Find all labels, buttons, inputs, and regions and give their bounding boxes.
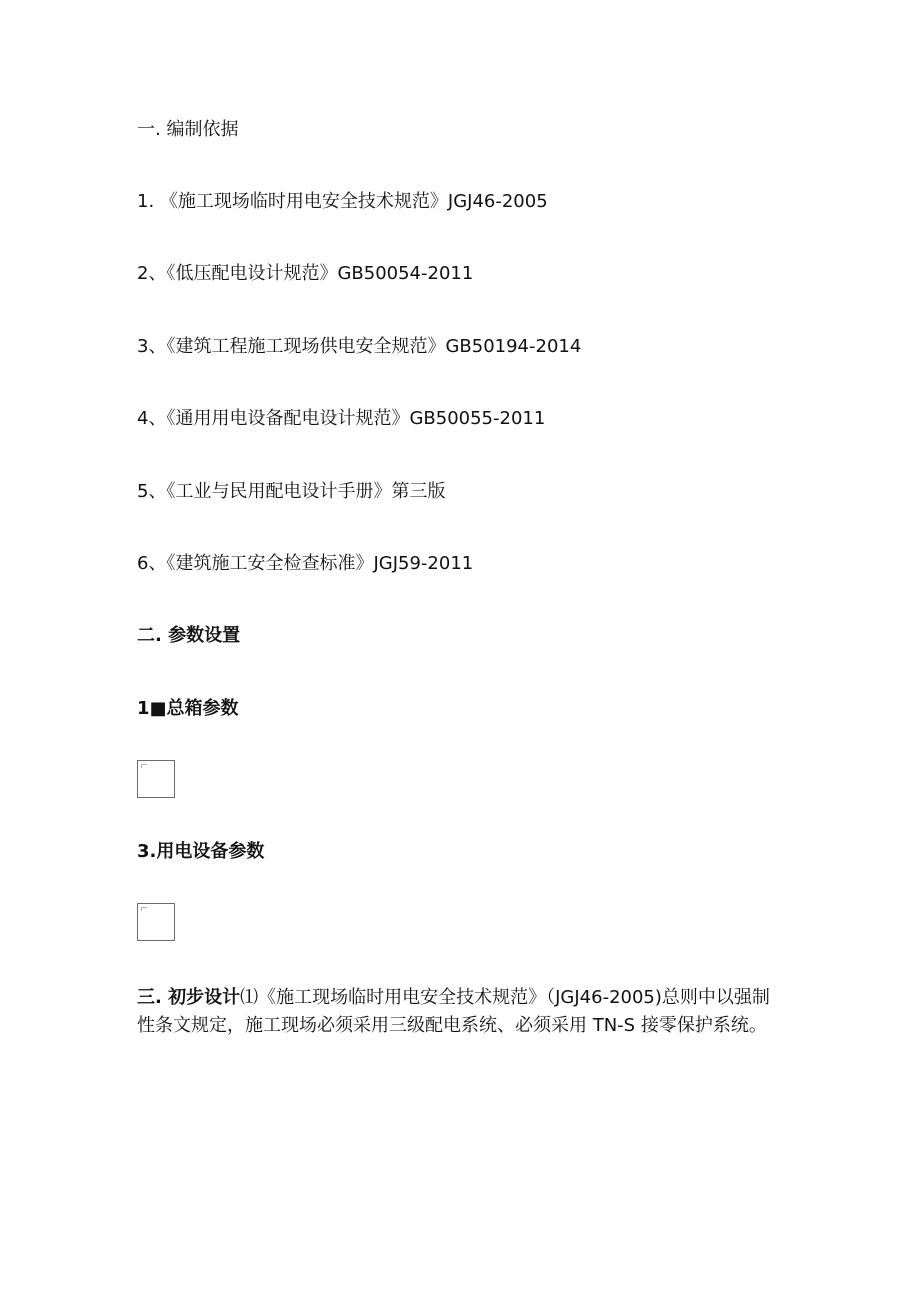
reference-item-4: 4、《通用用电设备配电设计规范》GB50055-2011 xyxy=(137,408,546,429)
image-placeholder xyxy=(137,760,175,798)
subheading-equipment-params: 3.用电设备参数 xyxy=(137,841,265,862)
reference-item-6: 6、《建筑施工安全检查标准》JGJ59-2011 xyxy=(137,553,474,574)
reference-item-2: 2、《低压配电设计规范》GB50054-2011 xyxy=(137,263,474,284)
reference-item-1: 1. 《施工现场临时用电安全技术规范》JGJ46-2005 xyxy=(137,191,548,212)
section-1-heading: 一. 编制依据 xyxy=(137,119,239,140)
reference-item-3: 3、《建筑工程施工现场供电安全规范》GB50194-2014 xyxy=(137,336,582,357)
section-2-heading: 二. 参数设置 xyxy=(137,625,241,646)
section-3-heading: 三. 初步设计 xyxy=(137,987,241,1008)
section-3-paragraph xyxy=(137,984,787,1040)
broken-image-icon xyxy=(141,907,147,911)
subheading-main-box-params: 1■总箱参数 xyxy=(137,698,239,719)
section-3-body: ⑴《施工现场临时用电安全技术规范》（JGJ46-2005)总则中以强制性条文规定，施工现场必须采用三级配电系统、必须采用 TN-S 接零保护系统。 xyxy=(137,987,770,1036)
reference-item-5: 5、《工业与民用配电设计手册》第三版 xyxy=(137,481,446,502)
broken-image-icon xyxy=(141,764,147,768)
image-placeholder xyxy=(137,903,175,941)
